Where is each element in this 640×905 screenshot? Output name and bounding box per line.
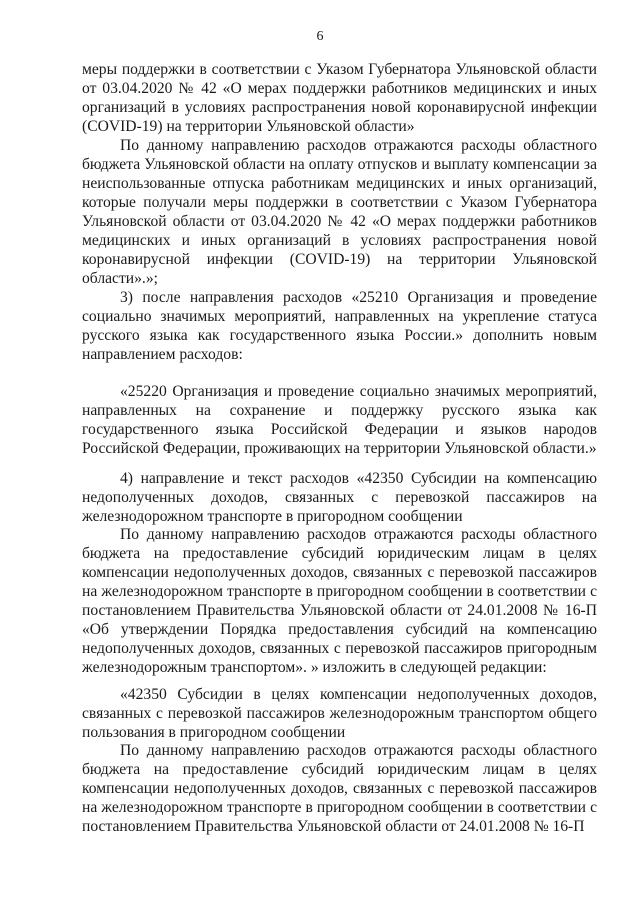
paragraph-item-3: 3) после направления расходов «25210 Организация и проведение социально значимых мероприятий, направленных на укрепление статуса русского языка как государственного языка России.» дополнить новым направлением расходов: [82,289,597,363]
paragraph-vacation-expenses: По данному направлению расходов отражаются расходы областного бюджета Ульяновской области на оплату отпусков и выплату компенсации за неиспользованные отпуска работникам медицинских и иных организаций, которые получали меры поддержки в соответствии с Указом Губернатора Ульяновской области от 03.04.2020 № 42 «О мерах поддержки работников медицинских и иных организаций в условиях распространения новой коронавирусной инфекции (COVID-19) на территории Ульяновской области».»; [82,137,597,287]
paragraph-code-25220: «25220 Организация и проведение социально значимых мероприятий, направленных на сохранение и поддержку русского языка как государственного языка Российской Федерации и языков народов Российской Федерации, проживающих на территории Ульяновской области.» [82,383,597,457]
page-number: 6 [316,29,324,44]
paragraph-new-42350-title: «42350 Субсидии в целях компенсации недополученных доходов, связанных с перевозкой пассажиров железнодорожным транспортом общего пользования в пригородном сообщении [82,686,597,741]
paragraph-old-42350-description: По данному направлению расходов отражаются расходы областного бюджета на предоставление субсидий юридическим лицам в целях компенсации недополученных доходов, связанных с перевозкой пассажиров на железнодорожном транспорте в пригородном сообщении в соответствии с постановлением Правительства Ульяновской области от 24.01.2008 № 16-П «Об утверждении Порядка предоставления субсидий на компенсацию недополученных доходов, связанных с перевозкой пассажиров пригородным железнодорожным транспортом». » изложить в следующей редакции: [82,526,597,676]
paragraph-item-4: 4) направление и текст расходов «42350 Субсидии на компенсацию недополученных доходов, связанных с перевозкой пассажиров на железнодорожном транспорте в пригородном сообщении [82,470,597,525]
paragraph-intro-continuation: меры поддержки в соответствии с Указом Губернатора Ульяновской области от 03.04.2020 № 42 «О мерах поддержки работников медицинских и иных организаций в условиях распространения новой коронавирусной инфекции (COVID-19) на территории Ульяновской области» [82,61,597,135]
paragraph-new-42350-description: По данному направлению расходов отражаются расходы областного бюджета на предоставление субсидий юридическим лицам в целях компенсации недополученных доходов, связанных с перевозкой пассажиров на железнодорожном транспорте в пригородном сообщении в соответствии с постановлением Правительства Ульяновской области от 24.01.2008 № 16-П [82,742,597,835]
